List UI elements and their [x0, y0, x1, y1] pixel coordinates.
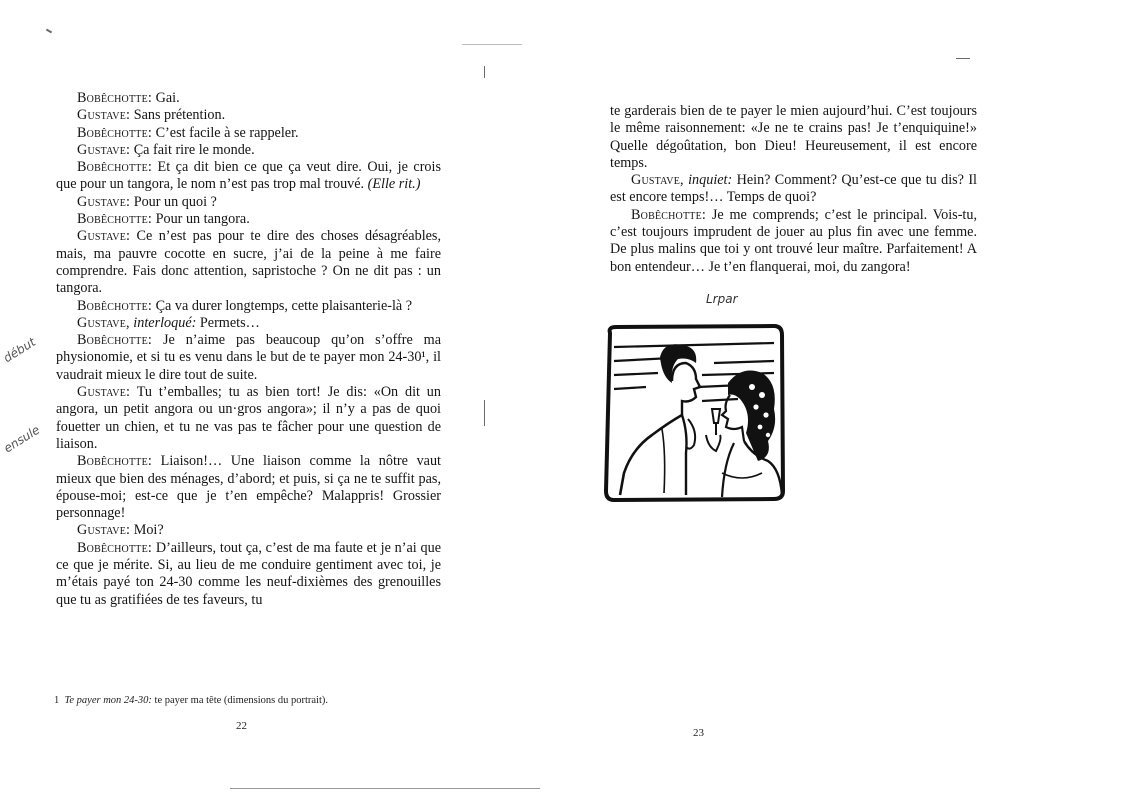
- speaker-name: Gustave:: [77, 522, 131, 539]
- footnote-number: 1: [54, 695, 60, 706]
- couple-illustration: [602, 323, 787, 507]
- dialogue-text: Liaison!… Une liaison comme la nôtre vaut mieux que bien des ménages, d’abord; et puis, si ça ne te suffit pas, épouse-moi; est-ce que je t’en empêche? Malappris! Grossier personnage!: [56, 453, 441, 522]
- speaker-name: Bobêchotte:: [77, 453, 153, 470]
- dialogue-paragraph: [56, 90, 441, 107]
- dialogue-paragraph: [56, 315, 441, 332]
- speaker-name: Gustave:: [77, 193, 131, 210]
- margin-note-ensule: ensule: [1, 422, 43, 456]
- dialogue-paragraph: [56, 194, 441, 211]
- page-number-right: 23: [693, 727, 704, 739]
- dialogue-text: Gai.: [152, 90, 180, 106]
- dialogue-text: te garderais bien de te payer le mien aujourd’hui. C’est toujours le même raisonnement: «Je ne te crains pas! Je t’enquiquine!» Quelle dégoûtation, bon Dieu! Heureusement, il est encore temps.: [610, 103, 977, 171]
- handwritten-note: Lrpar: [706, 292, 738, 306]
- dialogue-text: Sans prétention.: [130, 107, 226, 124]
- scan-mark: [956, 58, 970, 59]
- dialogue-paragraph: [56, 228, 441, 297]
- footnote-text: te payer ma tête (dimensions du portrait).: [151, 695, 329, 706]
- margin-note-debut: début: [0, 334, 38, 366]
- footnote-term: Te payer mon 24-30:: [64, 695, 152, 706]
- speaker-name: Gustave,: [77, 314, 130, 331]
- dialogue-text: Ce n’est pas pour te dire des choses désagréables, mais, ma pauvre cocotte en sucre, j’ai de la peine à me faire comprendre. Fais donc attention, sapristoche ? On ne dit pas : un tangora.: [56, 228, 441, 297]
- gutter-mark: [484, 400, 485, 426]
- dialogue-text: Je n’aime pas beaucoup qu’on s’offre ma physionomie, et si tu es venu dans le but de te payer mon 24-30¹, il vaudrait mieux le dire tout de suite.: [56, 332, 441, 383]
- speaker-name: Bobêchotte:: [77, 159, 153, 176]
- scan-mark: [46, 29, 52, 34]
- dialogue-paragraph: [610, 172, 977, 207]
- gutter-mark: [462, 44, 522, 45]
- dialogue-text: Permets…: [196, 314, 260, 331]
- dialogue-paragraph: [56, 211, 441, 228]
- gutter-mark: [484, 66, 485, 78]
- dialogue-text: Pour un tangora.: [152, 211, 250, 228]
- speaker-name: Gustave,: [631, 172, 684, 189]
- dialogue-paragraph: [56, 125, 441, 142]
- speaker-name: Bobêchotte:: [77, 332, 153, 349]
- speaker-name: Bobêchotte:: [77, 124, 153, 141]
- dialogue-text: Pour un quoi ?: [130, 193, 217, 210]
- left-page: [0, 0, 572, 800]
- speaker-name: Bobêchotte:: [631, 206, 707, 223]
- speaker-name: Bobêchotte:: [77, 90, 153, 106]
- dialogue-paragraph: [56, 540, 441, 609]
- dialogue-text: D’ailleurs, tout ça, c’est de ma faute et je n’ai que ce que je mérite. Si, au lieu de me conduire gentiment avec toi, je m’étais payé ton 24-30 comme les neuf-dixièmes des grenouilles que tu as gratifiées de tes faveurs, tu: [56, 539, 441, 608]
- dialogue-text: Moi?: [130, 522, 164, 539]
- page-number-left: 22: [236, 720, 247, 732]
- dialogue-text: Et ça dit bien ce que ça veut dire. Oui, je crois que pour un tangora, le nom n’est pas trop mal trouvé.: [56, 159, 441, 193]
- dialogue-paragraph: [56, 159, 441, 194]
- dialogue-paragraph: [56, 107, 441, 124]
- dialogue-paragraph: [56, 298, 441, 315]
- speaker-name: Gustave:: [77, 384, 131, 401]
- speaker-name: Gustave:: [77, 228, 131, 245]
- speaker-name: Bobêchotte:: [77, 211, 153, 228]
- dialogue-paragraph: [56, 522, 441, 539]
- dialogue-paragraph: [610, 207, 977, 276]
- dialogue-paragraph: [56, 453, 441, 522]
- speaker-name: Bobêchotte:: [77, 297, 153, 314]
- dialogue-text: Hein? Comment? Qu’est-ce que tu dis? Il est encore temps!… Temps de quoi?: [610, 172, 977, 206]
- dialogue-text: Ça fait rire le monde.: [130, 141, 255, 158]
- dialogue-paragraph: [56, 142, 441, 159]
- dialogue-paragraph: [610, 103, 977, 172]
- stage-direction: inquiet:: [683, 172, 733, 189]
- dialogue-text: Ça va durer longtemps, cette plaisanterie-là ?: [152, 297, 413, 314]
- speaker-name: Gustave:: [77, 107, 131, 124]
- dialogue-text: C’est facile à se rappeler.: [152, 124, 299, 141]
- stage-direction: interloqué:: [129, 314, 197, 331]
- dialogue-paragraph: [56, 332, 441, 384]
- bottom-edge-mark: [230, 788, 540, 789]
- speaker-name: Bobêchotte:: [77, 539, 153, 556]
- right-page: [572, 0, 1145, 800]
- stage-direction: (Elle rit.): [367, 176, 421, 193]
- footnote: [54, 694, 454, 707]
- dialogue-text: Tu t’emballes; tu as bien tort! Je dis: «On dit un angora, un petit angora ou un·gros angora»; il n’y a pas de quoi fouetter un chien, et tu ne vas pas te fâcher pour une question de liaison.: [56, 384, 441, 452]
- dialogue-paragraph: [56, 384, 441, 453]
- dialogue-text: Je me comprends; c’est le principal. Vois-tu, c’est toujours imprudent de jouer au plus fin avec une femme. De plus malins que toi y ont trouvé leur maître. Parfaitement! A bon entendeur… Je t’en flanquerai, moi, du zangora!: [610, 206, 977, 275]
- left-text-column: [56, 90, 441, 609]
- speaker-name: Gustave:: [77, 141, 131, 158]
- right-text-column: [610, 103, 977, 276]
